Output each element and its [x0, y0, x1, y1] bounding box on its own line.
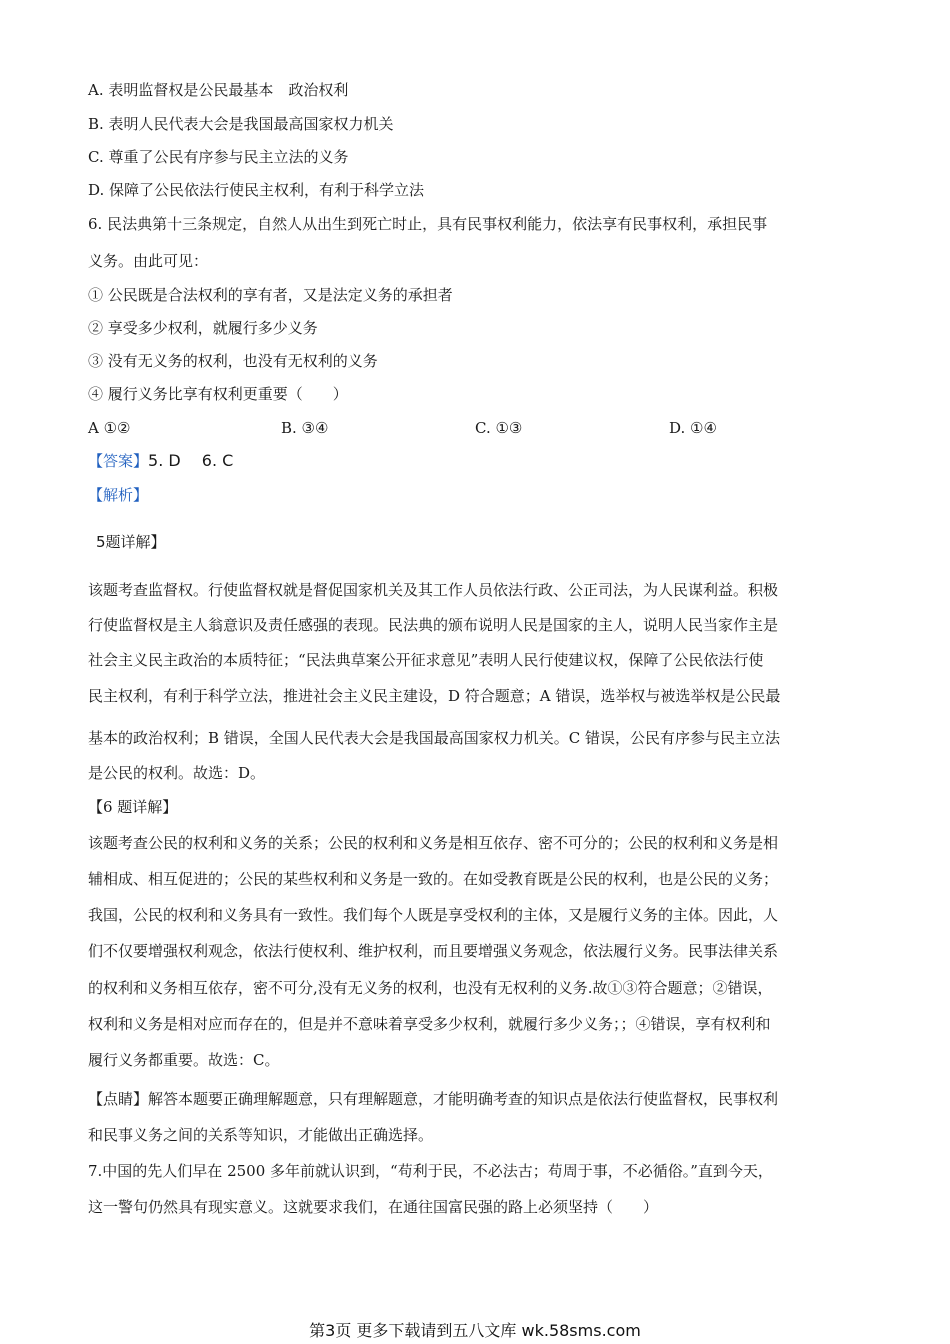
page-footer: 第3页 更多下载请到五八文库 wk.58sms.com	[309, 1321, 641, 1340]
detail6-line: 该题考查公民的权利和义务的关系；公民的权利和义务是相互依存、密不可分的；公民的权利和义务是相	[88, 834, 779, 852]
q6-option-a: A ①②	[88, 419, 131, 437]
detail5-line: 行使监督权是主人翁意识及责任感强的表现。民法典的颁布说明人民是国家的主人，说明人民当家作主是	[88, 616, 779, 634]
q6-stem-line-2: 义务。由此可见：	[88, 252, 209, 270]
analysis-label: 【解析】	[88, 486, 149, 504]
q7-stem-line: 这一警句仍然具有现实意义。这就要求我们，在通往国富民强的路上必须坚持（ ）	[88, 1198, 659, 1216]
q7-stem-line: 7.中国的先人们早在 2500 多年前就认识到，“苟利于民，不必法古；苟周于事，不必循俗。”直到今天，	[88, 1162, 773, 1180]
detail6-line: 们不仅要增强权利观念，依法行使权利、维护权利，而且要增强义务观念，依法履行义务。民事法律关系	[88, 942, 779, 960]
answer-value: 5. D 6. C	[148, 451, 234, 470]
detail6-line: 我国，公民的权利和义务具有一致性。我们每个人既是享受权利的主体，又是履行义务的主体。因此，人	[88, 906, 779, 924]
q5-option-b: B. 表明人民代表大会是我国最高国家权力机关	[88, 115, 394, 133]
detail6-line: 履行义务都重要。故选：C。	[88, 1051, 280, 1069]
detail5-line: 民主权利，有利于科学立法，推进社会主义民主建设，D 符合题意；A 错误，选举权与被选举权是公民最	[88, 687, 781, 705]
q6-statement-3: ③ 没有无义务的权利，也没有无权利的义务	[88, 352, 378, 370]
q5-option-c: C. 尊重了公民有序参与民主立法的义务	[88, 148, 349, 166]
q6-statement-4: ④ 履行义务比享有权利更重要（ ）	[88, 385, 348, 403]
q6-option-d: D. ①④	[669, 419, 717, 437]
detail5-line: 是公民的权利。故选：D。	[88, 764, 266, 782]
q5-option-d: D. 保障了公民依法行使民主权利，有利于科学立法	[88, 181, 425, 199]
detail6-heading: 【6 题详解】	[88, 798, 178, 816]
detail6-line: 辅相成、相互促进的；公民的某些权利和义务是一致的。在如受教育既是公民的权利，也是公民的义务；	[88, 870, 779, 888]
detail6-line: 的权利和义务相互依存，密不可分,没有无义务的权利，也没有无权利的义务.故①③符合题意；②错误，	[88, 979, 773, 997]
detail5-line: 社会主义民主政治的本质特征；“民法典草案公开征求意见”表明人民行使建议权，保障了公民依法行使	[88, 651, 764, 669]
answer-label: 【答案】	[88, 452, 149, 470]
detail6-line: 权利和义务是相对应而存在的，但是并不意味着享受多少权利，就履行多少义务；；④错误，享有权利和	[88, 1015, 771, 1033]
comment-line: 和民事义务之间的关系等知识，才能做出正确选择。	[88, 1126, 434, 1144]
comment-line: 【点睛】解答本题要正确理解题意，只有理解题意，才能明确考查的知识点是依法行使监督权，民事权利	[88, 1090, 779, 1108]
q6-option-c: C. ①③	[475, 419, 523, 437]
answer-row	[88, 451, 233, 471]
q6-stem-line-1: 6. 民法典第十三条规定，自然人从出生到死亡时止，具有民事权利能力，依法享有民事权利，承担民事	[88, 215, 768, 233]
detail5-line: 基本的政治权利；B 错误，全国人民代表大会是我国最高国家权力机关。C 错误，公民有序参与民主立法	[88, 729, 781, 747]
q6-option-b: B. ③④	[281, 419, 329, 437]
q6-statement-1: ① 公民既是合法权利的享有者，又是法定义务的承担者	[88, 286, 453, 304]
detail5-line: 该题考查监督权。行使监督权就是督促国家机关及其工作人员依法行政、公正司法，为人民谋利益。积极	[88, 581, 779, 599]
detail5-heading: 5题详解】	[96, 533, 166, 551]
q6-statement-2: ② 享受多少权利，就履行多少义务	[88, 319, 318, 337]
q5-option-a: A. 表明监督权是公民最基本 政治权利	[88, 81, 349, 99]
